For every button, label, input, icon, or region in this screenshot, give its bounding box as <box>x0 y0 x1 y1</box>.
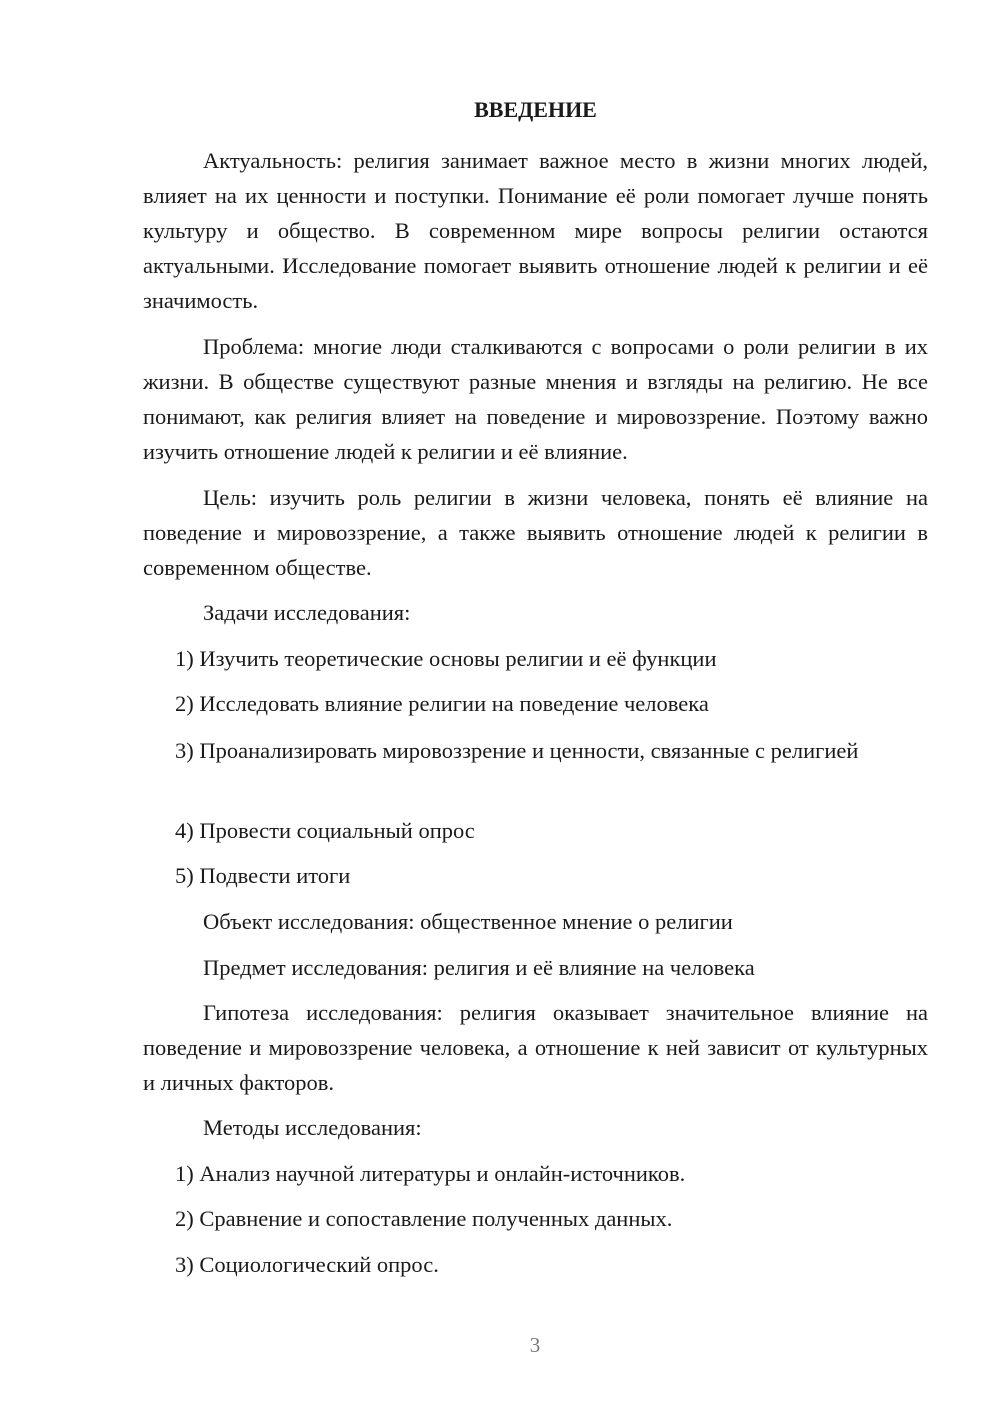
section-heading: ВВЕДЕНИЕ <box>474 97 597 122</box>
method-item: 3) Социологический опрос. <box>175 1252 439 1277</box>
method-item: 2) Сравнение и сопоставление полученных данных. <box>175 1206 673 1231</box>
task-item: 3) Проанализировать мировоззрение и ценности, связанные с религией <box>175 738 859 763</box>
problem-paragraph: Проблема: многие люди сталкиваются с вопросами о роли религии в их жизни. В обществе существуют разные мнения и взгляды на религию. Не все понимают, как религия влияет на поведение и мировоззрение. Поэтому важно изучить отношение людей к религии и её влияние. <box>143 334 928 464</box>
methods-heading: Методы исследования: <box>203 1115 422 1140</box>
subject-paragraph: Предмет исследования: религия и её влияние на человека <box>203 955 755 980</box>
method-item: 1) Анализ научной литературы и онлайн-источников. <box>175 1161 686 1186</box>
page-number: 3 <box>529 1333 541 1357</box>
object-paragraph: Объект исследования: общественное мнение о религии <box>203 909 733 934</box>
task-item: 1) Изучить теоретические основы религии и её функции <box>175 646 717 671</box>
task-item: 5) Подвести итоги <box>175 863 351 888</box>
task-item: 2) Исследовать влияние религии на поведение человека <box>175 691 709 716</box>
task-item: 4) Провести социальный опрос <box>175 818 475 843</box>
hypothesis-paragraph: Гипотеза исследования: религия оказывает значительное влияние на поведение и мировоззрение человека, а отношение к ней зависит от культурных и личных факторов. <box>143 1000 928 1095</box>
goal-paragraph: Цель: изучить роль религии в жизни человека, понять её влияние на поведение и мировоззрение, а также выявить отношение людей к религии в современном обществе. <box>143 485 928 580</box>
relevance-paragraph: Актуальность: религия занимает важное место в жизни многих людей, влияет на их ценности и поступки. Понимание её роли помогает лучше понять культуру и общество. В современном мире вопросы религии остаются актуальными. Исследование помогает выявить отношение людей к религии и её значимость. <box>143 148 928 313</box>
tasks-heading: Задачи исследования: <box>203 600 411 625</box>
